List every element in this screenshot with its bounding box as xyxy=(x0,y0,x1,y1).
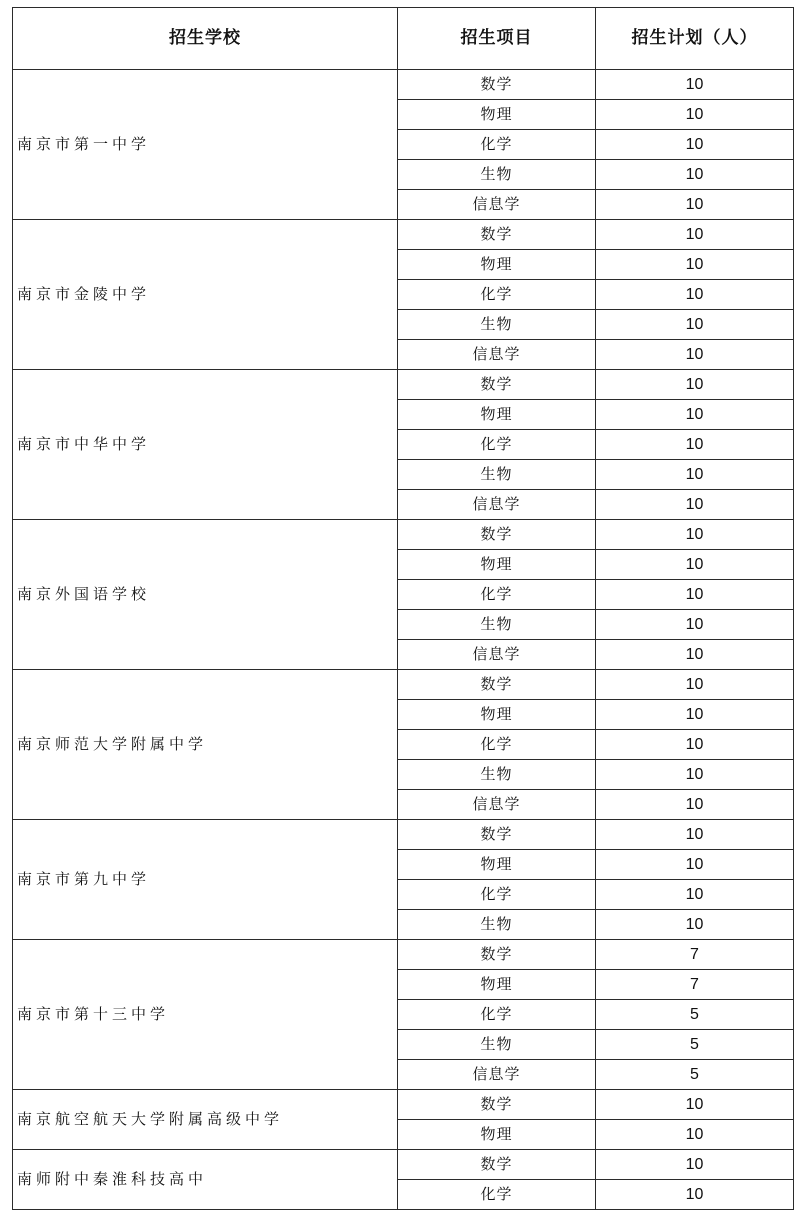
table-row xyxy=(13,220,794,250)
quota-cell: 10 xyxy=(596,310,794,340)
quota-cell: 10 xyxy=(596,370,794,400)
quota-cell: 10 xyxy=(596,730,794,760)
quota-cell: 7 xyxy=(596,970,794,1000)
quota-cell: 10 xyxy=(596,820,794,850)
subject-cell: 物理 xyxy=(398,850,596,880)
header-plan: 招生计划（人） xyxy=(596,8,794,70)
quota-cell: 5 xyxy=(596,1030,794,1060)
quota-cell: 10 xyxy=(596,520,794,550)
quota-cell: 10 xyxy=(596,670,794,700)
quota-cell: 10 xyxy=(596,760,794,790)
table-row xyxy=(13,670,794,700)
subject-cell: 生物 xyxy=(398,610,596,640)
subject-cell: 物理 xyxy=(398,400,596,430)
school-name-cell: 南京市第一中学 xyxy=(13,70,398,220)
subject-cell: 生物 xyxy=(398,760,596,790)
quota-cell: 10 xyxy=(596,1150,794,1180)
enrollment-table xyxy=(12,7,794,1210)
quota-cell: 10 xyxy=(596,910,794,940)
quota-cell: 10 xyxy=(596,610,794,640)
header-school: 招生学校 xyxy=(13,8,398,70)
quota-cell: 10 xyxy=(596,700,794,730)
table-header xyxy=(13,8,794,70)
quota-cell: 10 xyxy=(596,580,794,610)
subject-cell: 生物 xyxy=(398,310,596,340)
school-name-cell: 南京市第九中学 xyxy=(13,820,398,940)
quota-cell: 5 xyxy=(596,1000,794,1030)
quota-cell: 10 xyxy=(596,130,794,160)
table-row xyxy=(13,940,794,970)
quota-cell: 10 xyxy=(596,100,794,130)
quota-cell: 10 xyxy=(596,550,794,580)
subject-cell: 生物 xyxy=(398,1030,596,1060)
subject-cell: 化学 xyxy=(398,580,596,610)
quota-cell: 10 xyxy=(596,250,794,280)
quota-cell: 10 xyxy=(596,220,794,250)
quota-cell: 10 xyxy=(596,70,794,100)
subject-cell: 化学 xyxy=(398,1180,596,1210)
quota-cell: 10 xyxy=(596,400,794,430)
header-subject: 招生项目 xyxy=(398,8,596,70)
subject-cell: 化学 xyxy=(398,430,596,460)
table-body xyxy=(13,70,794,1210)
subject-cell: 信息学 xyxy=(398,1060,596,1090)
quota-cell: 10 xyxy=(596,880,794,910)
subject-cell: 物理 xyxy=(398,1120,596,1150)
quota-cell: 5 xyxy=(596,1060,794,1090)
quota-cell: 10 xyxy=(596,340,794,370)
subject-cell: 信息学 xyxy=(398,190,596,220)
subject-cell: 数学 xyxy=(398,1090,596,1120)
table-row xyxy=(13,370,794,400)
subject-cell: 物理 xyxy=(398,550,596,580)
subject-cell: 化学 xyxy=(398,130,596,160)
subject-cell: 化学 xyxy=(398,880,596,910)
header-row xyxy=(13,8,794,70)
quota-cell: 10 xyxy=(596,280,794,310)
quota-cell: 10 xyxy=(596,190,794,220)
quota-cell: 10 xyxy=(596,460,794,490)
quota-cell: 10 xyxy=(596,490,794,520)
quota-cell: 10 xyxy=(596,1090,794,1120)
subject-cell: 生物 xyxy=(398,910,596,940)
quota-cell: 7 xyxy=(596,940,794,970)
subject-cell: 化学 xyxy=(398,730,596,760)
subject-cell: 生物 xyxy=(398,460,596,490)
school-name-cell: 南京师范大学附属中学 xyxy=(13,670,398,820)
table-row xyxy=(13,520,794,550)
subject-cell: 数学 xyxy=(398,940,596,970)
subject-cell: 信息学 xyxy=(398,340,596,370)
school-name-cell: 南京市第十三中学 xyxy=(13,940,398,1090)
subject-cell: 数学 xyxy=(398,1150,596,1180)
school-name-cell: 南京外国语学校 xyxy=(13,520,398,670)
subject-cell: 化学 xyxy=(398,280,596,310)
subject-cell: 数学 xyxy=(398,820,596,850)
school-name-cell: 南京航空航天大学附属高级中学 xyxy=(13,1090,398,1150)
subject-cell: 物理 xyxy=(398,100,596,130)
subject-cell: 信息学 xyxy=(398,640,596,670)
subject-cell: 信息学 xyxy=(398,790,596,820)
school-name-cell: 南京市金陵中学 xyxy=(13,220,398,370)
quota-cell: 10 xyxy=(596,640,794,670)
subject-cell: 物理 xyxy=(398,250,596,280)
quota-cell: 10 xyxy=(596,430,794,460)
subject-cell: 数学 xyxy=(398,70,596,100)
school-name-cell: 南师附中秦淮科技高中 xyxy=(13,1150,398,1210)
school-name-cell: 南京市中华中学 xyxy=(13,370,398,520)
subject-cell: 数学 xyxy=(398,370,596,400)
quota-cell: 10 xyxy=(596,790,794,820)
subject-cell: 信息学 xyxy=(398,490,596,520)
subject-cell: 数学 xyxy=(398,520,596,550)
quota-cell: 10 xyxy=(596,1180,794,1210)
subject-cell: 化学 xyxy=(398,1000,596,1030)
subject-cell: 数学 xyxy=(398,220,596,250)
subject-cell: 物理 xyxy=(398,700,596,730)
subject-cell: 物理 xyxy=(398,970,596,1000)
quota-cell: 10 xyxy=(596,160,794,190)
subject-cell: 数学 xyxy=(398,670,596,700)
table-row xyxy=(13,1090,794,1120)
quota-cell: 10 xyxy=(596,850,794,880)
table-row xyxy=(13,70,794,100)
subject-cell: 生物 xyxy=(398,160,596,190)
table-row xyxy=(13,1150,794,1180)
quota-cell: 10 xyxy=(596,1120,794,1150)
table-row xyxy=(13,820,794,850)
